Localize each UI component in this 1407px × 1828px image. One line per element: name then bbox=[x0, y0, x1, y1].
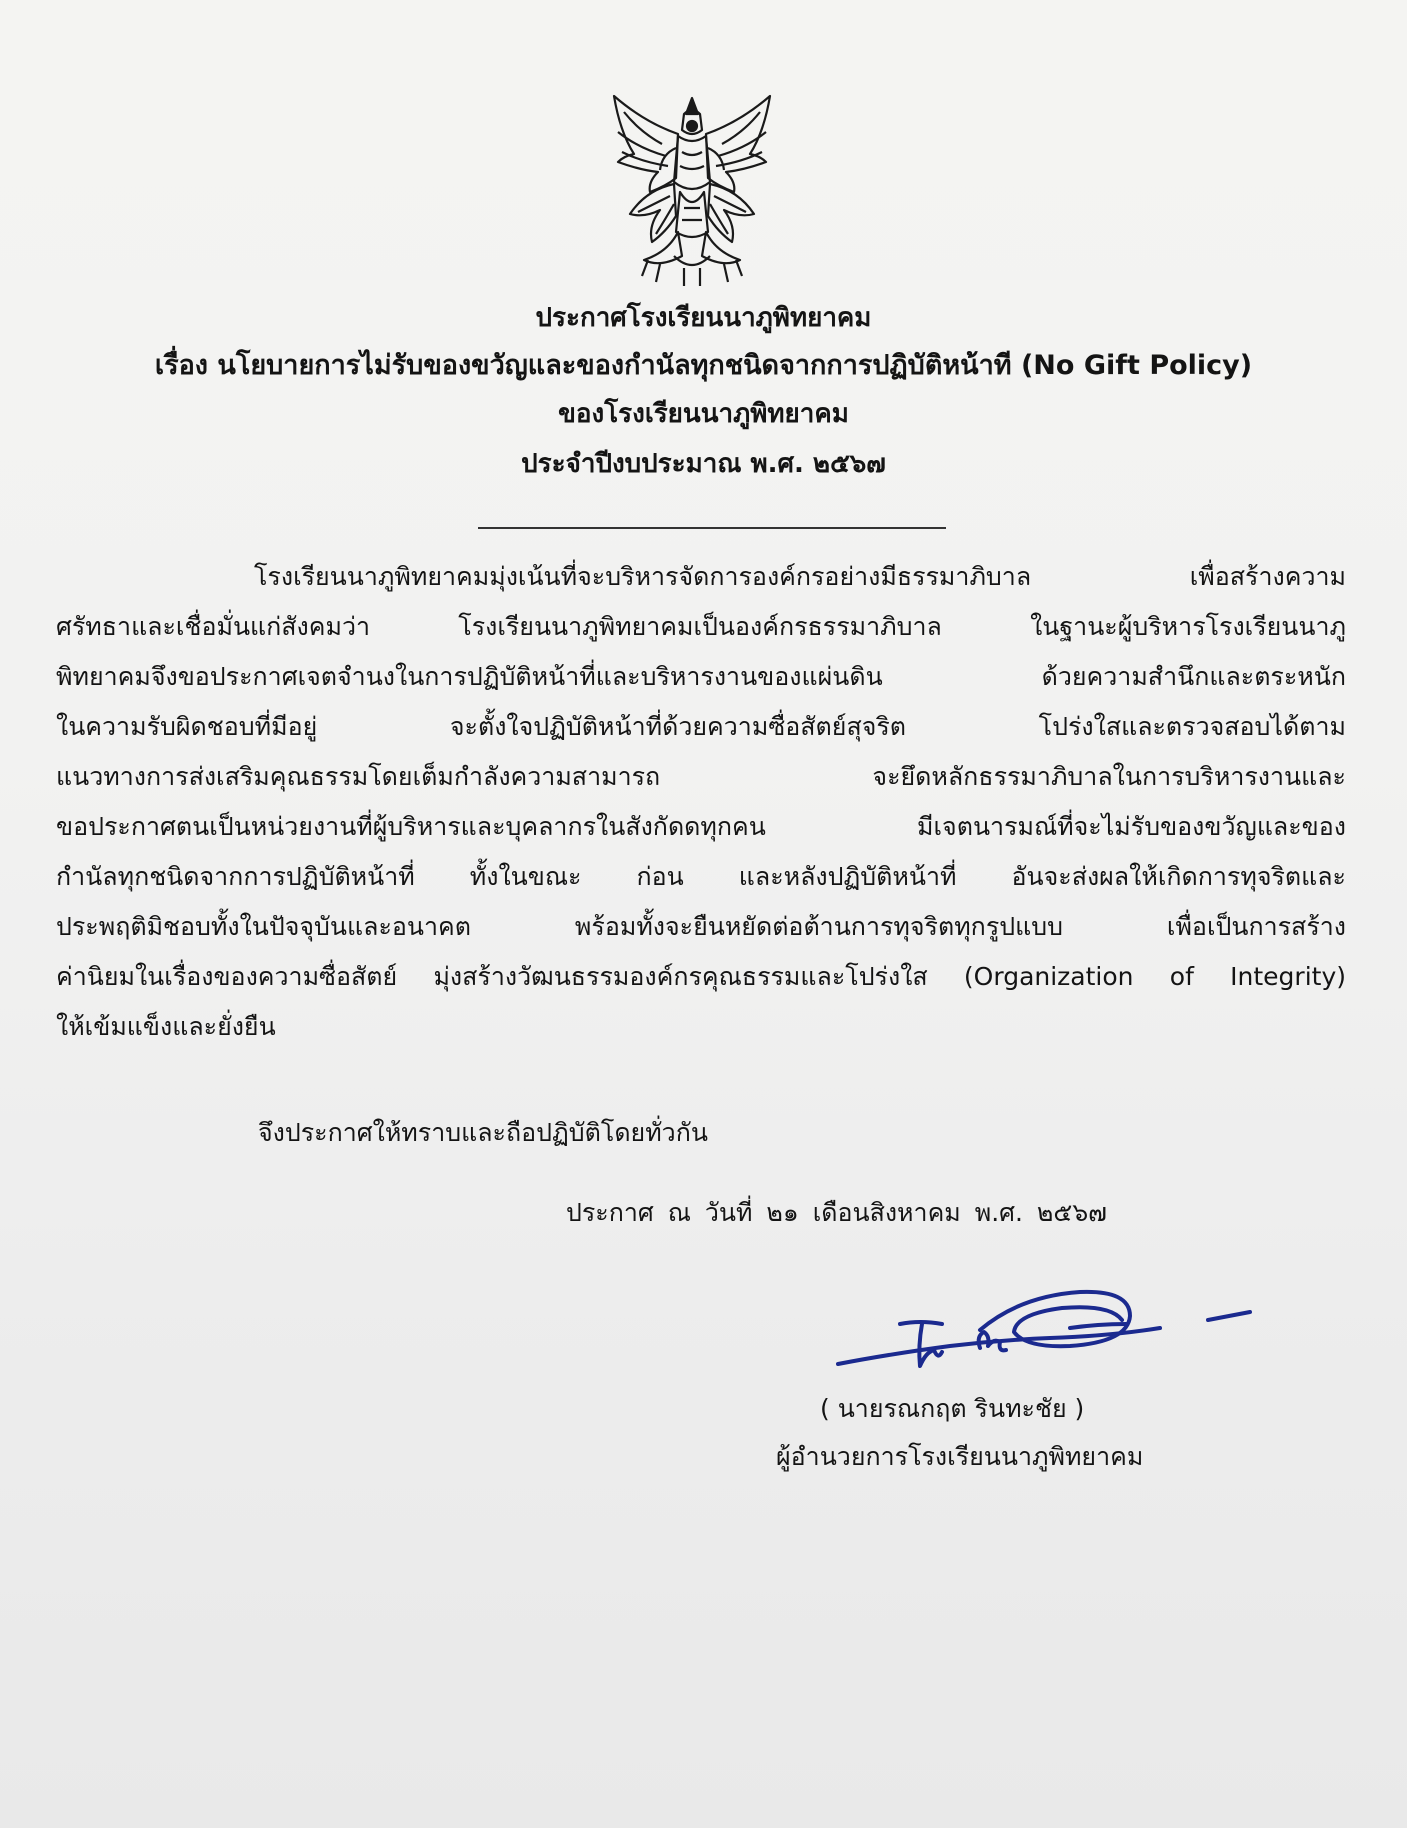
announcement-organization: ของโรงเรียนนาภูพิทยาคม bbox=[558, 399, 849, 429]
body-line: ค่านิยมในเรื่องของความซื่อสัตย์ มุ่งสร้างวัฒนธรรมองค์กรคุณธรรมและโปร่งใส (Organization of Integrity) bbox=[56, 962, 1346, 991]
handwritten-signature bbox=[830, 1280, 1260, 1380]
body-line: ขอประกาศตนเป็นหน่วยงานที่ผู้บริหารและบุคลากรในสังกัดดทุกคน มีเจตนารมณ์ที่จะไม่รับของขวัญและของ bbox=[56, 812, 1346, 841]
body-line: กำนัลทุกชนิดจากการปฏิบัติหน้าที่ ทั้งในขณะ ก่อน และหลังปฏิบัติหน้าที่ อันจะส่งผลให้เกิดการทุจริตและ bbox=[56, 862, 1346, 891]
announcement-date: ประกาศ ณ วันที่ ๒๑ เดือนสิงหาคม พ.ศ. ๒๕๖๗ bbox=[566, 1198, 1107, 1227]
body-line: ในความรับผิดชอบที่มีอยู่ จะตั้งใจปฏิบัติหน้าที่ด้วยความซื่อสัตย์สุจริต โปร่งใสและตรวจสอบได้ตาม bbox=[56, 712, 1346, 741]
body-line: ให้เข้มแข็งและยั่งยืน bbox=[56, 1012, 276, 1041]
body-line: แนวทางการส่งเสริมคุณธรรมโดยเต็มกำลังความสามารถ จะยึดหลักธรรมาภิบาลในการบริหารงานและ bbox=[56, 762, 1346, 791]
heading-divider bbox=[478, 527, 946, 529]
closing-statement: จึงประกาศให้ทราบและถือปฏิบัติโดยทั่วกัน bbox=[258, 1118, 708, 1147]
signatory-name: ( นายรณกฤต รินทะชัย ) bbox=[820, 1394, 1085, 1423]
announcement-title: ประกาศโรงเรียนนาภูพิทยาคม bbox=[535, 303, 872, 333]
announcement-subject: เรื่อง นโยบายการไม่รับของขวัญและของกำนัลทุกชนิดจากการปฏิบัติหน้าที (No Gift Policy) bbox=[154, 350, 1253, 381]
body-line: ประพฤติมิชอบทั้งในปัจจุบันและอนาคต พร้อมทั้งจะยืนหยัดต่อต้านการทุจริตทุกรูปแบบ เพื่อเป็นการสร้าง bbox=[56, 912, 1346, 941]
body-line: ศรัทธาและเชื่อมั่นแก่สังคมว่า โรงเรียนนาภูพิทยาคมเป็นองค์กรธรรมาภิบาล ในฐานะผู้บริหารโรงเรียนนาภู bbox=[56, 612, 1346, 641]
body-line: โรงเรียนนาภูพิทยาคมมุ่งเน้นที่จะบริหารจัดการองค์กรอย่างมีธรรมาภิบาล เพื่อสร้างความ bbox=[254, 562, 1346, 591]
announcement-fiscal-year: ประจำปีงบประมาณ พ.ศ. ๒๕๖๗ bbox=[521, 449, 886, 479]
garuda-emblem-icon bbox=[604, 92, 780, 288]
body-line: พิทยาคมจึงขอประกาศเจตจำนงในการปฏิบัติหน้าที่และบริหารงานของแผ่นดิน ด้วยความสำนึกและตระหนัก bbox=[56, 662, 1346, 691]
signatory-title: ผู้อำนวยการโรงเรียนนาภูพิทยาคม bbox=[776, 1442, 1144, 1471]
